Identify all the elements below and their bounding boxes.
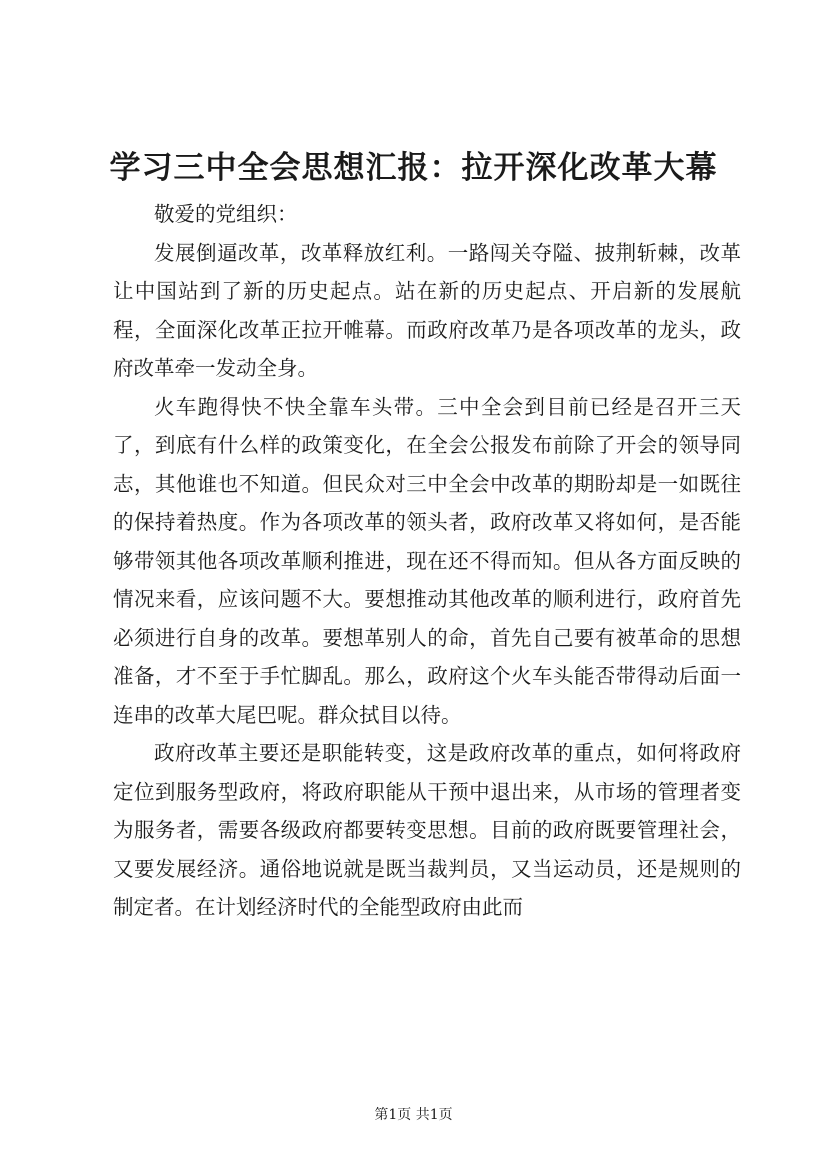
paragraph-1: 发展倒逼改革，改革释放红利。一路闯关夺隘、披荆斩棘，改革让中国站到了新的历史起点。站在新的历史起点、开启新的发展航程，全面深化改革正拉开帷幕。而政府改革乃是各项改革的龙头，政府改革牵一发动全身。 (113, 240, 741, 380)
salutation: 敬爱的党组织： (154, 202, 298, 226)
document-body (113, 195, 741, 927)
paragraph-3: 政府改革主要还是职能转变，这是政府改革的重点，如何将政府定位到服务型政府，将政府职能从干预中退出来，从市场的管理者变为服务者，需要各级政府都要转变思想。目前的政府既要管理社会，又要发展经济。通俗地说就是既当裁判员，又当运动员，还是规则的制定者。在计划经济时代的全能型政府由此而 (113, 741, 741, 919)
document-title: 学习三中全会思想汇报：拉开深化改革大幕 (109, 150, 718, 186)
paragraph-2: 火车跑得快不快全靠车头带。三中全会到目前已经是召开三天了，到底有什么样的政策变化，在全会公报发布前除了开会的领导同志，其他谁也不知道。但民众对三中全会中改革的期盼却是一如既往的保持着热度。作为各项改革的领头者，政府改革又将如何，是否能够带领其他各项改革顺利推进，现在还不得而知。但从各方面反映的情况来看，应该问题不大。要想推动其他改革的顺利进行，政府首先必须进行自身的改革。要想革别人的命，首先自己要有被革命的思想准备，才不至于手忙脚乱。那么，政府这个火车头能否带得动后面一连串的改革大尾巴呢。群众拭目以待。 (113, 394, 741, 727)
page-number-footer: 第1页 共1页 (374, 1107, 453, 1123)
